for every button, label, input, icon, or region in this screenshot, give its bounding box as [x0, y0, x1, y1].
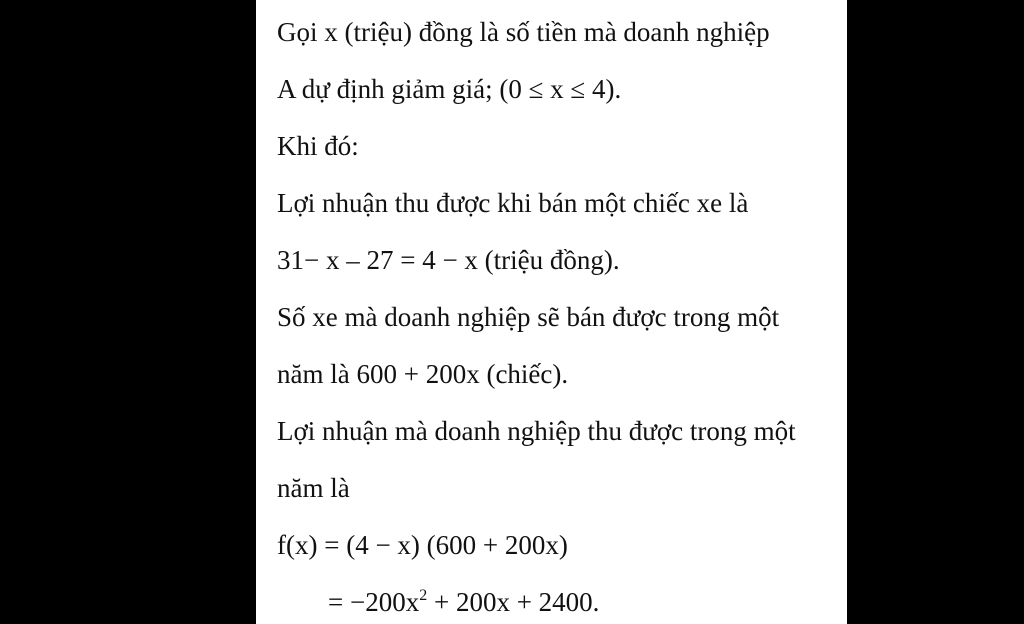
text-line-2: A dự định giảm giá; (0 ≤ x ≤ 4). — [277, 74, 622, 104]
text-line-8: Lợi nhuận mà doanh nghiệp thu được trong một — [277, 416, 796, 446]
text-line-5: 31− x – 27 = 4 − x (triệu đồng). — [277, 245, 620, 275]
text-line-4: Lợi nhuận thu được khi bán một chiếc xe là — [277, 188, 749, 218]
formula-suffix: + 200x + 2400. — [427, 587, 600, 617]
text-line-6: Số xe mà doanh nghiệp sẽ bán được trong một — [277, 302, 780, 332]
text-line-7: năm là 600 + 200x (chiếc). — [277, 359, 569, 389]
document-page — [256, 0, 847, 624]
formula-prefix: = −200x — [328, 587, 420, 617]
text-line-3: Khi đó: — [277, 131, 359, 161]
formula-exponent: 2 — [419, 587, 428, 604]
text-line-1: Gọi x (triệu) đồng là số tiền mà doanh nghiệp — [277, 17, 770, 47]
text-line-9: năm là — [277, 473, 350, 503]
formula-line-2 — [328, 586, 599, 618]
formula-line-1: f(x) = (4 − x) (600 + 200x) — [277, 530, 568, 560]
